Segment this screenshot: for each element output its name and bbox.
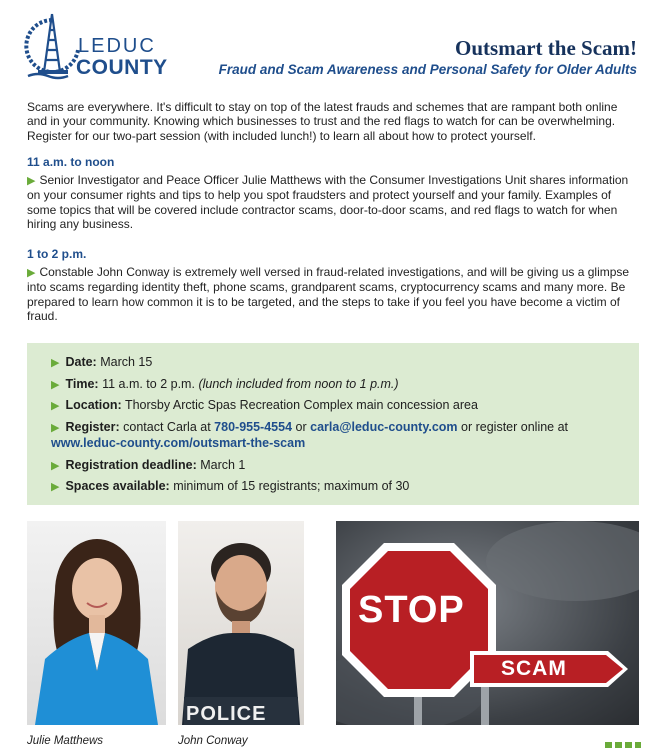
session-2-text: Constable John Conway is extremely well versed in fraud-related investigations, and will be giving us a glimpse into scams regarding identity theft, phone scams, grandparent scams, cryptocurrency scams and many more. Be prepared to learn how common it is to be targeted, and the steps to take if you feel you have become a victim of fraud. [27, 265, 630, 324]
register-label: Register: [65, 420, 120, 434]
session-1-text: Senior Investigator and Peace Officer Julie Matthews with the Consumer Investigations Unit shares information on your consumer rights and tips to help you spot fraudsters and protect yourself and your family. Examples of some topics that will be covered include contractor scams, door-to-door scams, and red flags to watch for when hiring any business. [27, 173, 629, 232]
time-value: 11 a.m. to 2 p.m. [102, 377, 195, 391]
time-note: (lunch included from noon to 1 p.m.) [198, 377, 399, 391]
register-url-link[interactable]: www.leduc-county.com/outsmart-the-scam [51, 436, 306, 450]
bullet-arrow-icon: ▶ [51, 357, 60, 369]
detail-location [51, 398, 621, 414]
caption-julie-matthews: Julie Matthews [27, 735, 104, 747]
detail-date [51, 355, 621, 371]
location-value: Thorsby Arctic Spas Recreation Complex main concession area [124, 398, 478, 412]
leduc-county-logo [22, 10, 168, 86]
register-text-3: or register online at [461, 420, 569, 434]
logo-word-county: COUNTY [76, 56, 168, 79]
date-value: March 15 [100, 355, 153, 369]
session-2-description [27, 265, 639, 324]
register-email-link[interactable]: carla@leduc-county.com [310, 420, 458, 434]
session-2-time: 1 to 2 p.m. [27, 247, 87, 261]
spaces-label: Spaces available: [65, 479, 170, 493]
police-badge-text: POLICE [186, 703, 267, 725]
stop-sign-text: STOP [358, 589, 465, 631]
decorative-stripe-icon [605, 742, 641, 748]
detail-spaces [51, 479, 621, 495]
deadline-label: Registration deadline: [65, 458, 197, 472]
caption-john-conway: John Conway [178, 735, 248, 747]
session-1-time: 11 a.m. to noon [27, 155, 115, 169]
spaces-value: minimum of 15 registrants; maximum of 30 [173, 479, 410, 493]
photo-julie-matthews [27, 521, 166, 725]
time-label: Time: [65, 377, 99, 391]
page-subtitle: Fraud and Scam Awareness and Personal Safety for Older Adults [218, 62, 637, 77]
detail-time [51, 377, 621, 393]
page-title: Outsmart the Scam! [455, 36, 637, 60]
register-phone-link[interactable]: 780-955-4554 [214, 420, 293, 434]
photo-stop-scam-sign [336, 521, 639, 725]
bullet-arrow-icon: ▶ [51, 460, 60, 472]
location-label: Location: [65, 398, 122, 412]
register-text-2: or [295, 420, 307, 434]
bullet-arrow-icon: ▶ [27, 175, 36, 187]
intro-paragraph: Scams are everywhere. It's difficult to stay on top of the latest frauds and schemes that are rampant both online and in your community. Knowing which businesses to trust and the red flags to watch for can be overwhelming. Register for our two-part session (with included lunch!) to learn all about how to protect yourself. [27, 100, 618, 143]
oil-derrick-icon [22, 10, 82, 82]
scam-sign-text: SCAM [501, 657, 567, 680]
detail-deadline [51, 458, 621, 474]
event-details-box [27, 343, 639, 505]
bullet-arrow-icon: ▶ [51, 400, 60, 412]
bullet-arrow-icon: ▶ [51, 379, 60, 391]
logo-word-leduc: LEDUC [78, 35, 156, 57]
bullet-arrow-icon: ▶ [51, 481, 60, 493]
bullet-arrow-icon: ▶ [51, 422, 60, 434]
register-text-1: contact Carla at [123, 420, 211, 434]
session-1-description [27, 173, 639, 232]
bullet-arrow-icon: ▶ [27, 267, 36, 279]
deadline-value: March 1 [200, 458, 246, 472]
detail-register [51, 420, 621, 451]
photo-john-conway [178, 521, 304, 725]
date-label: Date: [65, 355, 97, 369]
